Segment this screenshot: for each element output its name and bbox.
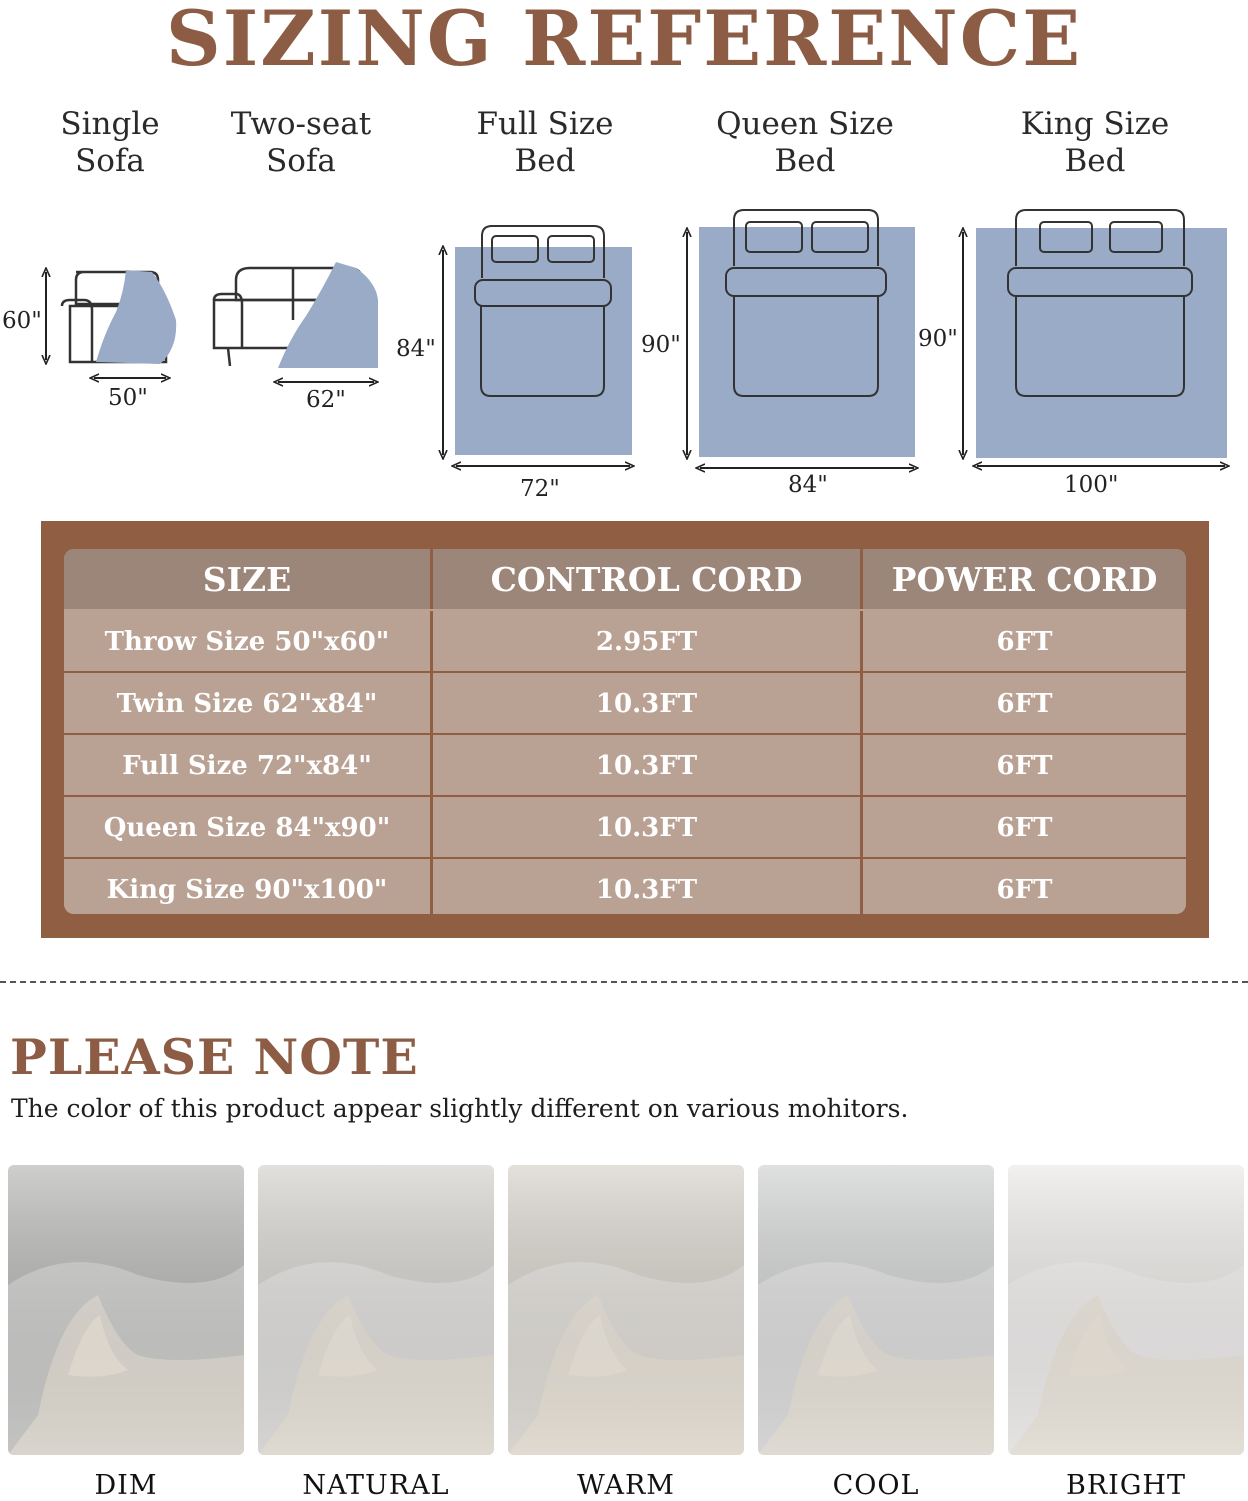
full-bed-height: 84" xyxy=(396,336,436,362)
swatch-dim xyxy=(8,1165,244,1455)
table-cell-power-cord: 6FT xyxy=(860,797,1186,858)
two-seat-sofa-width: 62" xyxy=(306,387,346,413)
table-cell-power-cord: 6FT xyxy=(860,735,1186,796)
sizing-diagrams xyxy=(0,0,1248,510)
king-blanket xyxy=(976,228,1227,458)
queen-blanket xyxy=(699,227,915,457)
table-row xyxy=(64,859,1186,914)
fabric-image xyxy=(258,1165,494,1455)
table-cell-size: Throw Size 50"x60" xyxy=(64,611,430,672)
table-cell-control-cord: 10.3FT xyxy=(430,859,860,914)
table-cell-power-cord: 6FT xyxy=(860,859,1186,914)
queen-bed-width: 84" xyxy=(788,472,828,498)
king-bed-height: 90" xyxy=(918,326,958,352)
fabric-image xyxy=(758,1165,994,1455)
table-cell-size: Twin Size 62"x84" xyxy=(64,673,430,734)
queen-bed-height: 90" xyxy=(641,332,681,358)
single-sofa-height: 60" xyxy=(2,308,42,334)
single-sofa-width: 50" xyxy=(108,385,148,411)
furniture-label-queen-bed: Queen Size Bed xyxy=(716,106,894,179)
table-row xyxy=(64,735,1186,796)
king-bed-width: 100" xyxy=(1064,472,1119,498)
note-text: The color of this product appear slightly different on various mohitors. xyxy=(11,1094,909,1123)
table-cell-power-cord: 6FT xyxy=(860,611,1186,672)
swatch-label: NATURAL xyxy=(302,1470,450,1501)
fabric-image xyxy=(1008,1165,1244,1455)
table-row xyxy=(64,611,1186,672)
swatch-label: DIM xyxy=(94,1470,158,1501)
swatch-cool xyxy=(758,1165,994,1455)
swatch-label: WARM xyxy=(577,1470,675,1501)
swatch-warm xyxy=(508,1165,744,1455)
table-cell-power-cord: 6FT xyxy=(860,673,1186,734)
full-bed-width: 72" xyxy=(520,476,560,502)
page-title: SIZING REFERENCE xyxy=(165,0,1083,83)
table-cell-size: King Size 90"x100" xyxy=(64,859,430,914)
table-header-size: SIZE xyxy=(64,549,430,609)
swatch-natural xyxy=(258,1165,494,1455)
table-row xyxy=(64,797,1186,858)
fabric-image xyxy=(8,1165,244,1455)
fabric-image xyxy=(508,1165,744,1455)
table-cell-size: Queen Size 84"x90" xyxy=(64,797,430,858)
note-title: PLEASE NOTE xyxy=(10,1028,419,1086)
table-header-row xyxy=(64,549,1186,609)
swatch-label: BRIGHT xyxy=(1066,1470,1186,1501)
table-cell-control-cord: 10.3FT xyxy=(430,673,860,734)
swatch-label: COOL xyxy=(832,1470,920,1501)
table-header-control-cord: CONTROL CORD xyxy=(430,549,860,609)
table-cell-size: Full Size 72"x84" xyxy=(64,735,430,796)
furniture-label-two-seat-sofa: Two-seat Sofa xyxy=(230,106,372,179)
throw-blanket xyxy=(96,270,176,364)
table-cell-control-cord: 10.3FT xyxy=(430,797,860,858)
table-row xyxy=(64,673,1186,734)
sizing-table xyxy=(64,549,1186,914)
table-cell-control-cord: 2.95FT xyxy=(430,611,860,672)
furniture-label-single-sofa: Single Sofa xyxy=(60,106,160,179)
furniture-label-king-bed: King Size Bed xyxy=(1020,106,1170,179)
furniture-label-full-bed: Full Size Bed xyxy=(476,106,614,179)
swatch-bright xyxy=(1008,1165,1244,1455)
table-cell-control-cord: 10.3FT xyxy=(430,735,860,796)
table-header-power-cord: POWER CORD xyxy=(860,549,1186,609)
section-divider xyxy=(0,981,1248,983)
